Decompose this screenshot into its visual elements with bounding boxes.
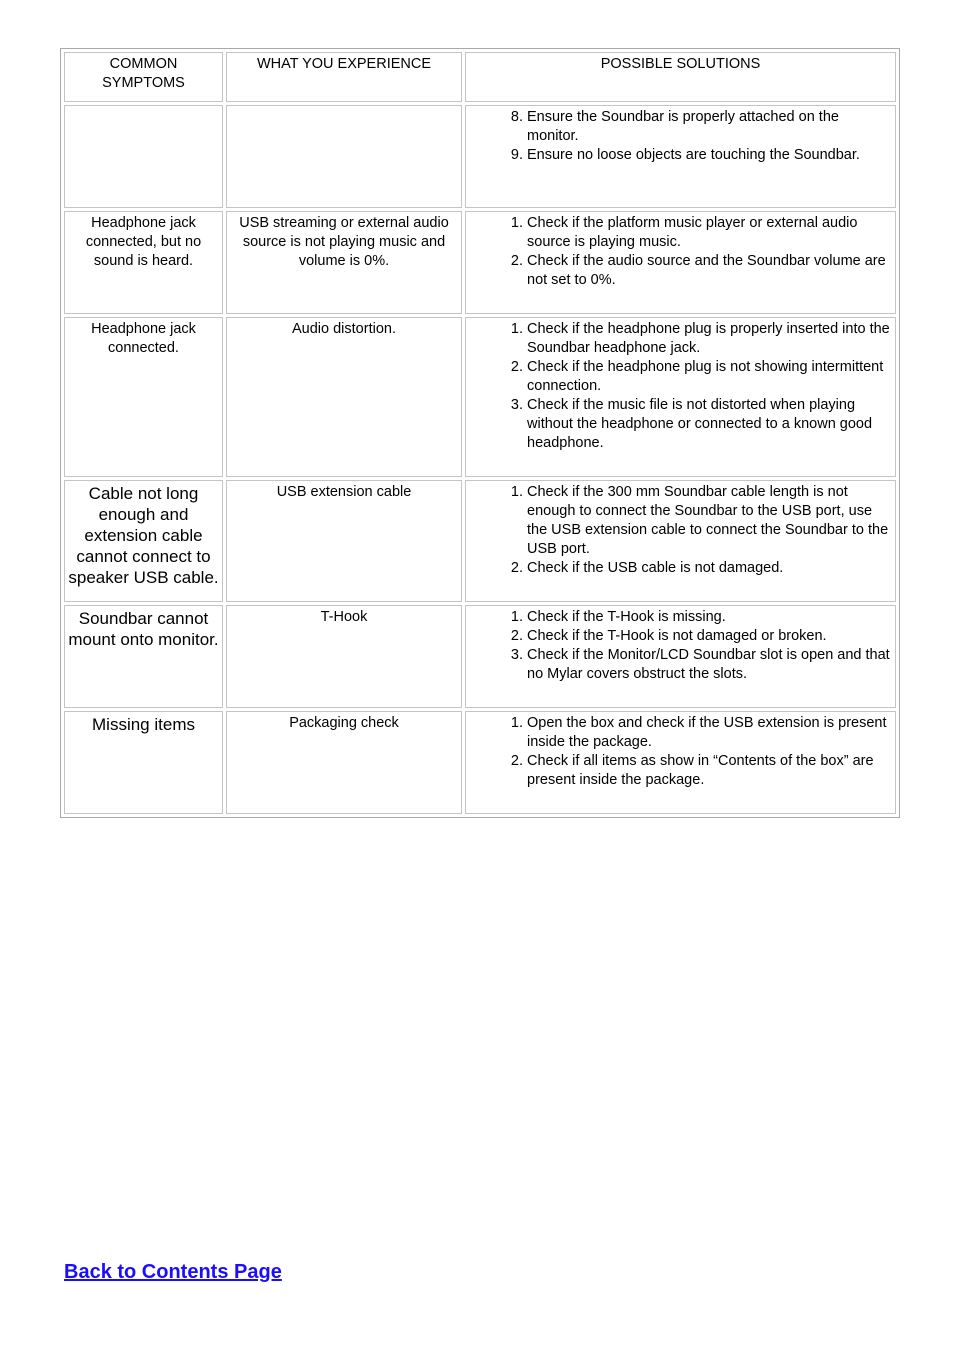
table-row — [64, 480, 896, 602]
solutions-list — [469, 214, 892, 290]
solutions-cell — [465, 711, 896, 814]
experience-cell: USB extension cable — [226, 480, 462, 602]
solution-item: 2. Check if the USB cable is not damaged. — [527, 559, 892, 578]
table-row — [64, 317, 896, 477]
symptom-cell — [64, 105, 223, 208]
solution-item: 1. Check if the T-Hook is missing. — [527, 608, 892, 627]
header-possible-solutions: POSSIBLE SOLUTIONS — [465, 52, 896, 102]
symptom-cell: Soundbar cannot mount onto monitor. — [64, 605, 223, 708]
solution-item: 2. Check if the headphone plug is not showing intermittent connection. — [527, 358, 892, 396]
troubleshooting-table — [61, 49, 899, 817]
solutions-list — [469, 714, 892, 790]
experience-cell: Audio distortion. — [226, 317, 462, 477]
solution-item: 1. Check if the headphone plug is properly inserted into the Soundbar headphone jack. — [527, 320, 892, 358]
experience-cell: Packaging check — [226, 711, 462, 814]
solutions-cell — [465, 480, 896, 602]
experience-cell: USB streaming or external audio source is not playing music and volume is 0%. — [226, 211, 462, 314]
solution-item: 8. Ensure the Soundbar is properly attached on the monitor. — [527, 108, 892, 146]
header-what-you-experience: WHAT YOU EXPERIENCE — [226, 52, 462, 102]
solution-item: 2. Check if the audio source and the Soundbar volume are not set to 0%. — [527, 252, 892, 290]
table-header-row — [64, 52, 896, 102]
experience-cell: T-Hook — [226, 605, 462, 708]
solution-item: 2. Check if the T-Hook is not damaged or broken. — [527, 627, 892, 646]
solution-item: 1. Open the box and check if the USB extension is present inside the package. — [527, 714, 892, 752]
table-row — [64, 711, 896, 814]
troubleshooting-table-wrapper — [60, 48, 900, 818]
solutions-list — [469, 608, 892, 684]
solution-item: 3. Check if the Monitor/LCD Soundbar slot is open and that no Mylar covers obstruct the slots. — [527, 646, 892, 684]
solutions-list — [469, 483, 892, 578]
symptom-cell: Missing items — [64, 711, 223, 814]
experience-cell — [226, 105, 462, 208]
table-row — [64, 105, 896, 208]
solutions-cell — [465, 317, 896, 477]
symptom-cell: Cable not long enough and extension cable cannot connect to speaker USB cable. — [64, 480, 223, 602]
solution-item: 9. Ensure no loose objects are touching the Soundbar. — [527, 146, 892, 165]
solution-item: 2. Check if all items as show in “Contents of the box” are present inside the package. — [527, 752, 892, 790]
solutions-cell — [465, 105, 896, 208]
solution-item: 1. Check if the 300 mm Soundbar cable length is not enough to connect the Soundbar to the USB port, use the USB extension cable to connect the Soundbar to the USB port. — [527, 483, 892, 559]
table-row — [64, 211, 896, 314]
back-to-contents-link[interactable]: Back to Contents Page — [64, 1261, 282, 1283]
header-common-symptoms: COMMON SYMPTOMS — [64, 52, 223, 102]
solution-item: 1. Check if the platform music player or external audio source is playing music. — [527, 214, 892, 252]
solutions-cell — [465, 211, 896, 314]
symptom-cell: Headphone jack connected, but no sound is heard. — [64, 211, 223, 314]
solutions-cell — [465, 605, 896, 708]
table-row — [64, 605, 896, 708]
solution-item: 3. Check if the music file is not distorted when playing without the headphone or connected to a known good headphone. — [527, 396, 892, 453]
symptom-cell: Headphone jack connected. — [64, 317, 223, 477]
solutions-list — [469, 108, 892, 165]
solutions-list — [469, 320, 892, 453]
